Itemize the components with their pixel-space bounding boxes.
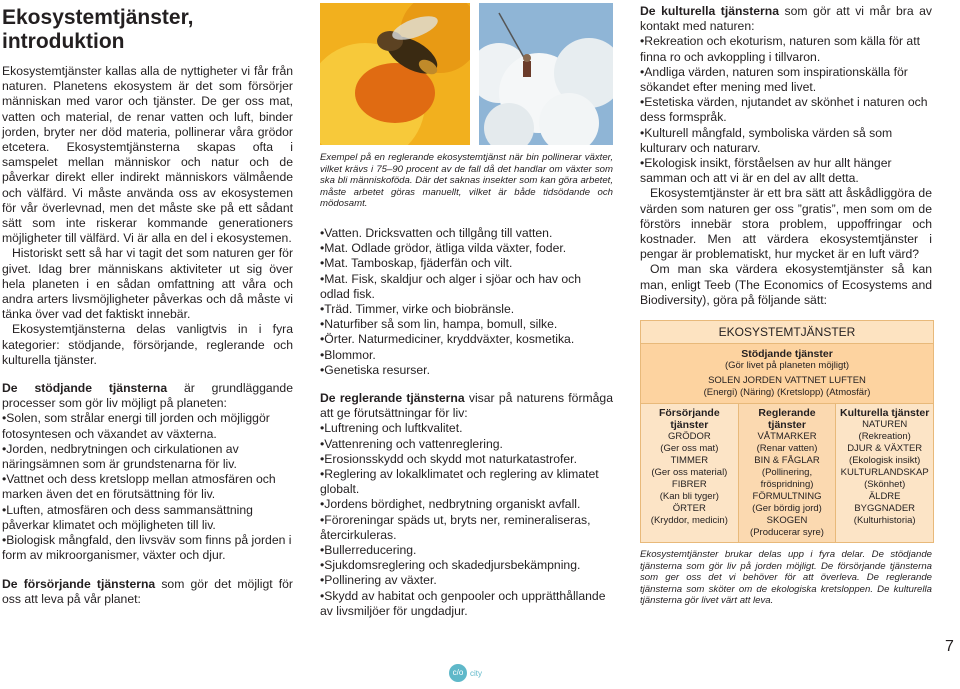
diagram-supporting-notes: (Energi) (Näring) (Kretslopp) (Atmosfär)	[703, 387, 871, 399]
diagram-item: FIBRER	[671, 479, 707, 491]
diagram-item: (Kryddor, medicin)	[650, 515, 728, 527]
list-item: • Luften, atmosfären och dess sammansättning påverkar klimatet och möjligheten till liv.	[2, 503, 293, 533]
diagram-item: (Pollinering, fröspridning)	[760, 467, 814, 491]
regulating-intro-text: visar på naturens förmåga att ge förutsättningar för liv:	[320, 391, 613, 421]
list-item: • Erosionsskydd och skydd mot naturkatastrofer.	[320, 452, 613, 467]
page-number: 7	[945, 638, 954, 655]
list-item: • Vattenrening och vattenreglering.	[320, 437, 613, 452]
diagram-item: (Renar vatten)	[756, 443, 818, 455]
history-paragraph: Historiskt sett så har vi tagit det som naturen ger för givet. Idag brer människans aktiviteter ut sig över hela planeten i en sådan omfattning att våra och andra arters livsmöjligheter påverkas och då måste vi tänka över vad det faktiskt innebär.	[2, 246, 293, 322]
regulating-list	[320, 421, 613, 619]
diagram-supporting-items: SOLEN JORDEN VATTNET LUFTEN	[708, 375, 866, 387]
page-title: Ekosystemtjänster, introduktion	[2, 6, 194, 53]
diagram-item: (Rekreation)	[858, 431, 911, 443]
list-item: • Naturfiber så som lin, hampa, bomull, silke.	[320, 317, 613, 332]
value-paragraph: Ekosystemtjänster är ett bra sätt att åskådliggöra de värden som naturen ger oss ”gratis”, men som om de förstörs innebär stora problem, uppoffringar och kostnader. Men att värdera ekosystemtjänster i pengar är problematiskt, hur mycket är en luft värd?	[640, 186, 932, 262]
diagram-item: VÅTMARKER	[757, 431, 817, 443]
cultural-intro-text: som gör att vi mår bra av kontakt med naturen:	[640, 4, 932, 34]
list-item: • Jorden, nedbrytningen och cirkulationen av näringsämnen som är grundstenarna för liv.	[2, 442, 293, 472]
diagram-supporting-sub: (Gör livet på planeten möjligt)	[724, 360, 850, 372]
teeb-paragraph: Om man ska värdera ekosystemtjänster så kan man, enligt Teeb (The Economics of Ecosystems and Biodiversity), göra på följande sätt:	[640, 262, 932, 307]
diagram-item: DJUR & VÄXTER	[847, 443, 923, 455]
diagram-item: SKOGEN	[766, 515, 808, 527]
provisioning-list	[320, 226, 613, 378]
list-item: • Sjukdomsreglering och skadedjursbekämpning.	[320, 558, 613, 573]
list-item: • Vattnet och dess kretslopp mellan atmosfären och marken även det en förutsättning för liv.	[2, 472, 293, 502]
list-item: • Mat. Tamboskap, fjäderfän och vilt.	[320, 256, 613, 271]
diagram-provisioning	[641, 404, 739, 542]
provisioning-heading: De försörjande tjänsterna	[2, 576, 156, 591]
cultural-heading: De kulturella tjänsterna	[640, 4, 780, 18]
logo-text: city	[470, 668, 482, 678]
list-item: • Jordens bördighet, nedbrytning organiskt avfall.	[320, 497, 613, 512]
cultural-intro	[640, 4, 932, 34]
column-right	[640, 0, 932, 607]
diagram-item: TIMMER	[670, 455, 709, 467]
diagram-item: (Ger oss material)	[651, 467, 728, 479]
list-item: • Blommor.	[320, 348, 613, 363]
diagram-item: (Kan bli tyger)	[659, 491, 719, 503]
diagram-provisioning-title: Försörjande tjänster	[658, 407, 720, 432]
diagram-header: EKOSYSTEMTJÄNSTER	[641, 321, 933, 344]
diagram-item: (Ger bördig jord)	[752, 503, 822, 515]
list-item: • Ekologisk insikt, förståelsen av hur allt hänger samman och att vi är en del av allt detta.	[640, 156, 932, 186]
list-item: • Bullerreducering.	[320, 543, 613, 558]
list-item: • Mat. Fisk, skaldjur och alger i sjöar och hav och odlad fisk.	[320, 272, 613, 302]
diagram-item: ÄLDRE BYGGNADER	[854, 491, 916, 515]
provisioning-intro-text: som gör det möjligt för oss att leva på vår planet:	[2, 576, 293, 606]
diagram-item: KULTURLANDSKAP	[840, 467, 929, 479]
cultural-list	[640, 34, 932, 186]
support-list	[2, 411, 293, 563]
list-item: • Vatten. Dricksvatten och tillgång till vatten.	[320, 226, 613, 241]
list-item: • Solen, som strålar energi till jorden och möjliggör fotosyntesen och växandet av växterna.	[2, 411, 293, 441]
photo-caption: Exempel på en reglerande ekosystemtjänst när bin pollinerar växter, vilket krävs i 75–90 procent av de fall då det handlar om växter som ska bli människoföda. Där det saknas insekter som kan göra arbetet, måste arbetet göras manuellt, vilket är både tidsödande och mödosamt.	[320, 152, 613, 210]
list-item: • Estetiska värden, njutandet av skönhet i naturen och dess formspråk.	[640, 95, 932, 125]
diagram-item: (Ger oss mat)	[660, 443, 719, 455]
diagram-row	[641, 404, 933, 542]
ecosystem-services-diagram	[640, 320, 934, 543]
diagram-item: ÖRTER	[672, 503, 706, 515]
diagram-item: (Ekologisk insikt)	[849, 455, 921, 467]
diagram-cultural	[836, 404, 933, 542]
support-intro-text: är grundläggande processer som gör liv möjligt på planeten:	[2, 381, 293, 411]
support-heading: De stödjande tjänsterna	[2, 381, 168, 396]
column-left	[2, 0, 293, 607]
orchard-photo	[479, 3, 613, 145]
diagram-cultural-title: Kulturella tjänster	[840, 407, 930, 420]
diagram-supporting	[641, 344, 933, 404]
diagram-item: BIN & FÅGLAR	[754, 455, 820, 467]
list-item: • Kulturell mångfald, symboliska värden så som kulturarv och naturarv.	[640, 126, 932, 156]
diagram-item: (Skönhet)	[864, 479, 906, 491]
list-item: • Mat. Odlade grödor, ätliga vilda växter, foder.	[320, 241, 613, 256]
diagram-item: FÖRMULTNING	[752, 491, 822, 503]
list-item: • Luftrening och luftkvalitet.	[320, 421, 613, 436]
bee-photo	[320, 3, 470, 145]
categories-paragraph: Ekosystemtjänsterna delas vanligtvis in i fyra kategorier: stödjande, försörjande, reglerande och kulturella tjänster.	[2, 322, 293, 367]
regulating-heading: De reglerande tjänsterna	[320, 391, 465, 405]
list-item: • Pollinering av växter.	[320, 573, 613, 588]
list-item: • Reglering av lokalklimatet och reglering av klimatet globalt.	[320, 467, 613, 497]
list-item: • Genetiska resurser.	[320, 363, 613, 378]
list-item: • Föroreningar späds ut, bryts ner, remineraliseras, återcirkuleras.	[320, 513, 613, 543]
list-item: • Skydd av habitat och genpooler och upprätthållande av livsmiljöer för ungdadjur.	[320, 589, 613, 619]
diagram-regulating	[739, 404, 837, 542]
diagram-item: GRÖDOR	[667, 431, 711, 443]
list-item: • Rekreation och ekoturism, naturen som källa för att finna ro och avkoppling i tillvaron.	[640, 34, 932, 64]
diagram-item: NATUREN	[862, 419, 908, 431]
diagram-caption: Ekosystemtjänster brukar delas upp i fyra delar. De stödjande tjänsterna som gör liv på jorden möjligt. De försörjande tjänsterna som ger oss det vi behöver för att överleva. De reglerande tjänsterna som sköter om de ekologiska kretsloppen. De kulturella tjänsterna gör livet värt att leva.	[640, 549, 932, 607]
support-intro	[2, 381, 293, 411]
diagram-supporting-title: Stödjande tjänster	[741, 348, 833, 361]
diagram-item: (Kulturhistoria)	[853, 515, 916, 527]
regulating-intro	[320, 391, 613, 421]
list-item: • Biologisk mångfald, den livsväv som finns på jorden i form av mikroorganismer, växter och djur.	[2, 533, 293, 563]
column-middle	[320, 0, 613, 689]
publisher-logo	[449, 664, 482, 682]
list-item: • Örter. Naturmediciner, kryddväxter, kosmetika.	[320, 332, 613, 347]
intro-paragraph: Ekosystemtjänster kallas alla de nyttigheter vi får från naturen. Planetens ekosystem är det som försörjer människan med varor och tjänster. De ger oss mat, vatten och material, de renar vatten och luft, binder jorden, bryter ner död materia, pollinerar våra grödor etcetera. Ekosystemtjänsterna skapas ofta i samspelet mellan människor och natur och de påverkar direkt eller indirekt människors välmående och välfärd. Vi måste använda oss av ekosystemen för vår överlevnad, men det måste ske på ett sådant sätt som inte riskerar kommande generationers möjligheter till välfärd. Vi är alla en del i ekosystemen.	[2, 64, 293, 246]
diagram-item: (Producerar syre)	[750, 527, 824, 539]
list-item: • Träd. Timmer, virke och biobränsle.	[320, 302, 613, 317]
provisioning-intro	[2, 577, 293, 607]
logo-mark: c/o	[449, 664, 467, 682]
list-item: • Andliga värden, naturen som inspirationskälla för sökandet efter mening med livet.	[640, 65, 932, 95]
diagram-regulating-title: Reglerande tjänster	[758, 407, 816, 432]
